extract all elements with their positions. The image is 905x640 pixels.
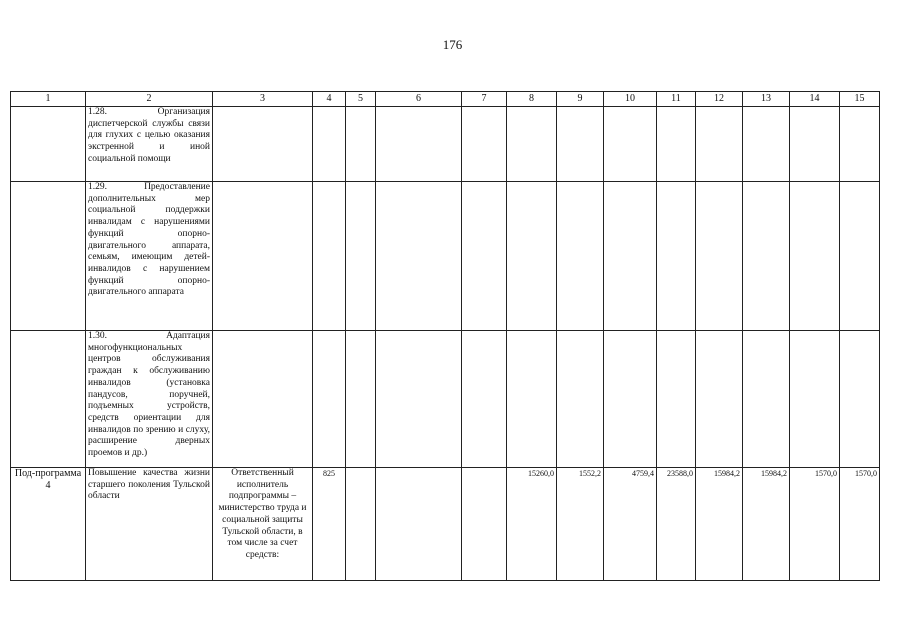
value-cell	[604, 182, 657, 331]
value-cell	[313, 107, 346, 182]
value-cell	[604, 331, 657, 468]
header-cell-1: 1	[11, 92, 86, 107]
subprogram-description: Повышение качества жизни старшего поколения Тульской области	[86, 468, 213, 581]
subprogram-label: Под-программа 4	[11, 468, 86, 581]
value-cell	[743, 331, 790, 468]
value-cell: 15984,2	[743, 468, 790, 581]
value-cell	[507, 182, 557, 331]
table-row	[11, 107, 880, 182]
table-row	[11, 182, 880, 331]
header-row	[11, 92, 880, 107]
value-cell	[346, 182, 376, 331]
value-cell	[557, 107, 604, 182]
value-cell	[557, 331, 604, 468]
value-cell	[790, 331, 840, 468]
executor-cell	[213, 107, 313, 182]
value-cell	[346, 331, 376, 468]
value-cell	[462, 107, 507, 182]
responsible-executor: Ответственный исполнитель подпрограммы – министерство труда и социальной защиты Тульской области, в том числе за счет средств:	[213, 468, 313, 581]
value-cell: 4759,4	[604, 468, 657, 581]
value-cell	[376, 107, 462, 182]
value-cell	[696, 331, 743, 468]
value-cell	[462, 182, 507, 331]
value-cell: 1570,0	[840, 468, 880, 581]
value-cell	[604, 107, 657, 182]
value-cell	[376, 468, 462, 581]
header-cell-12: 12	[696, 92, 743, 107]
budget-code: 825	[313, 468, 346, 581]
executor-cell	[213, 331, 313, 468]
value-cell: 1552,2	[557, 468, 604, 581]
value-cell	[657, 107, 696, 182]
value-cell	[462, 331, 507, 468]
value-cell	[507, 107, 557, 182]
table-row	[11, 468, 880, 581]
value-cell	[376, 182, 462, 331]
header-cell-7: 7	[462, 92, 507, 107]
row-label-cell	[11, 107, 86, 182]
measure-description: 1.29. Предоставление дополнительных мер социальной поддержки инвалидам с нарушениями функций опорно-двигательного аппарата, семьям, имеющим детей-инвалидов с нарушением функций опорно-двигательного аппарата	[86, 182, 213, 331]
value-cell	[313, 182, 346, 331]
value-cell: 1570,0	[790, 468, 840, 581]
value-cell	[790, 107, 840, 182]
measure-description: 1.28. Организация диспетчерской службы связи для глухих с целью оказания экстренной и иной социальной помощи	[86, 107, 213, 182]
budget-table	[10, 91, 880, 581]
row-label-cell	[11, 331, 86, 468]
header-cell-15: 15	[840, 92, 880, 107]
value-cell	[507, 331, 557, 468]
value-cell	[376, 331, 462, 468]
header-cell-3: 3	[213, 92, 313, 107]
value-cell	[840, 182, 880, 331]
value-cell: 15984,2	[696, 468, 743, 581]
value-cell	[313, 331, 346, 468]
value-cell	[743, 107, 790, 182]
value-cell: 15260,0	[507, 468, 557, 581]
header-cell-14: 14	[790, 92, 840, 107]
value-cell	[557, 182, 604, 331]
header-cell-9: 9	[557, 92, 604, 107]
value-cell	[346, 468, 376, 581]
value-cell	[462, 468, 507, 581]
value-cell	[657, 182, 696, 331]
header-cell-10: 10	[604, 92, 657, 107]
value-cell	[790, 182, 840, 331]
value-cell	[840, 331, 880, 468]
row-label-cell	[11, 182, 86, 331]
value-cell	[743, 182, 790, 331]
value-cell	[696, 182, 743, 331]
value-cell	[840, 107, 880, 182]
page-number: 176	[442, 37, 463, 52]
header-cell-13: 13	[743, 92, 790, 107]
header-cell-4: 4	[313, 92, 346, 107]
value-cell	[657, 331, 696, 468]
header-cell-8: 8	[507, 92, 557, 107]
measure-description: 1.30. Адаптация многофункциональных центров обслуживания граждан к обслуживанию инвалидов (установка пандусов, поручней, подъемных устройств, средств ориентации для инвалидов по зрению и слуху, расширение дверных проемов и др.)	[86, 331, 213, 468]
value-cell	[696, 107, 743, 182]
header-cell-6: 6	[376, 92, 462, 107]
value-cell	[346, 107, 376, 182]
table-row	[11, 331, 880, 468]
executor-cell	[213, 182, 313, 331]
value-cell: 23588,0	[657, 468, 696, 581]
header-cell-11: 11	[657, 92, 696, 107]
header-cell-5: 5	[346, 92, 376, 107]
header-cell-2: 2	[86, 92, 213, 107]
